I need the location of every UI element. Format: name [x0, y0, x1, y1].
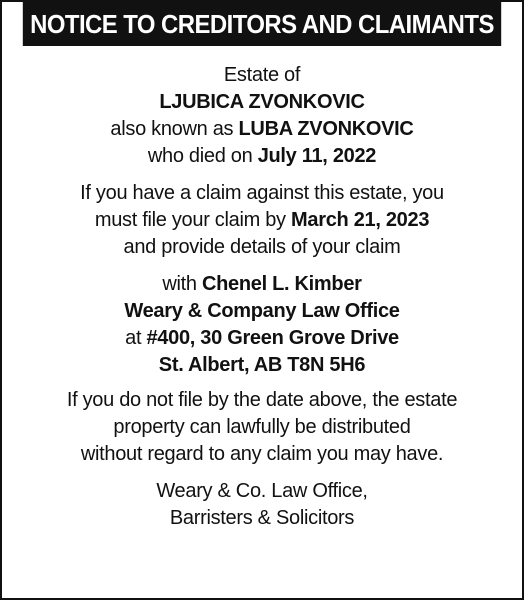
contact-person-line [2, 271, 522, 298]
died-line [2, 143, 522, 170]
claim-line-2 [2, 207, 522, 234]
warning-section [2, 387, 522, 468]
with-prefix: with [162, 273, 202, 295]
contact-section [2, 271, 522, 379]
claim-prefix: must file your claim by [94, 209, 292, 231]
at-prefix: at [125, 327, 147, 349]
signature-line-2: Barristers & Solicitors [169, 507, 355, 529]
claim-section [2, 180, 522, 261]
claim-line-3: and provide details of your claim [123, 236, 401, 258]
street-address: #400, 30 Green Grove Drive [146, 327, 399, 349]
contact-person: Chenel L. Kimber [201, 273, 362, 295]
died-prefix: who died on [147, 145, 258, 167]
aka-line [2, 116, 522, 143]
warning-line-3: without regard to any claim you may have. [80, 443, 444, 465]
notice-title: NOTICE TO CREDITORS AND CLAIMANTS [23, 2, 501, 46]
law-firm-name: Weary & Company Law Office [124, 300, 400, 322]
aka-name: LUBA ZVONKOVIC [238, 118, 414, 140]
estate-intro: Estate of [223, 64, 301, 86]
deceased-name: LJUBICA ZVONKOVIC [159, 91, 365, 113]
aka-prefix: also known as [110, 118, 239, 140]
signature-line-1: Weary & Co. Law Office, [156, 480, 368, 502]
city-postal: St. Albert, AB T8N 5H6 [158, 354, 366, 376]
notice-body [2, 62, 522, 532]
address-line [2, 325, 522, 352]
claim-deadline: March 21, 2023 [291, 209, 430, 231]
warning-line-1: If you do not file by the date above, the estate [66, 389, 458, 411]
estate-section [2, 62, 522, 170]
died-date: July 11, 2022 [257, 145, 377, 167]
claim-line-1: If you have a claim against this estate, you [80, 182, 444, 204]
warning-line-2: property can lawfully be distributed [113, 416, 411, 438]
signature-section [2, 478, 522, 532]
